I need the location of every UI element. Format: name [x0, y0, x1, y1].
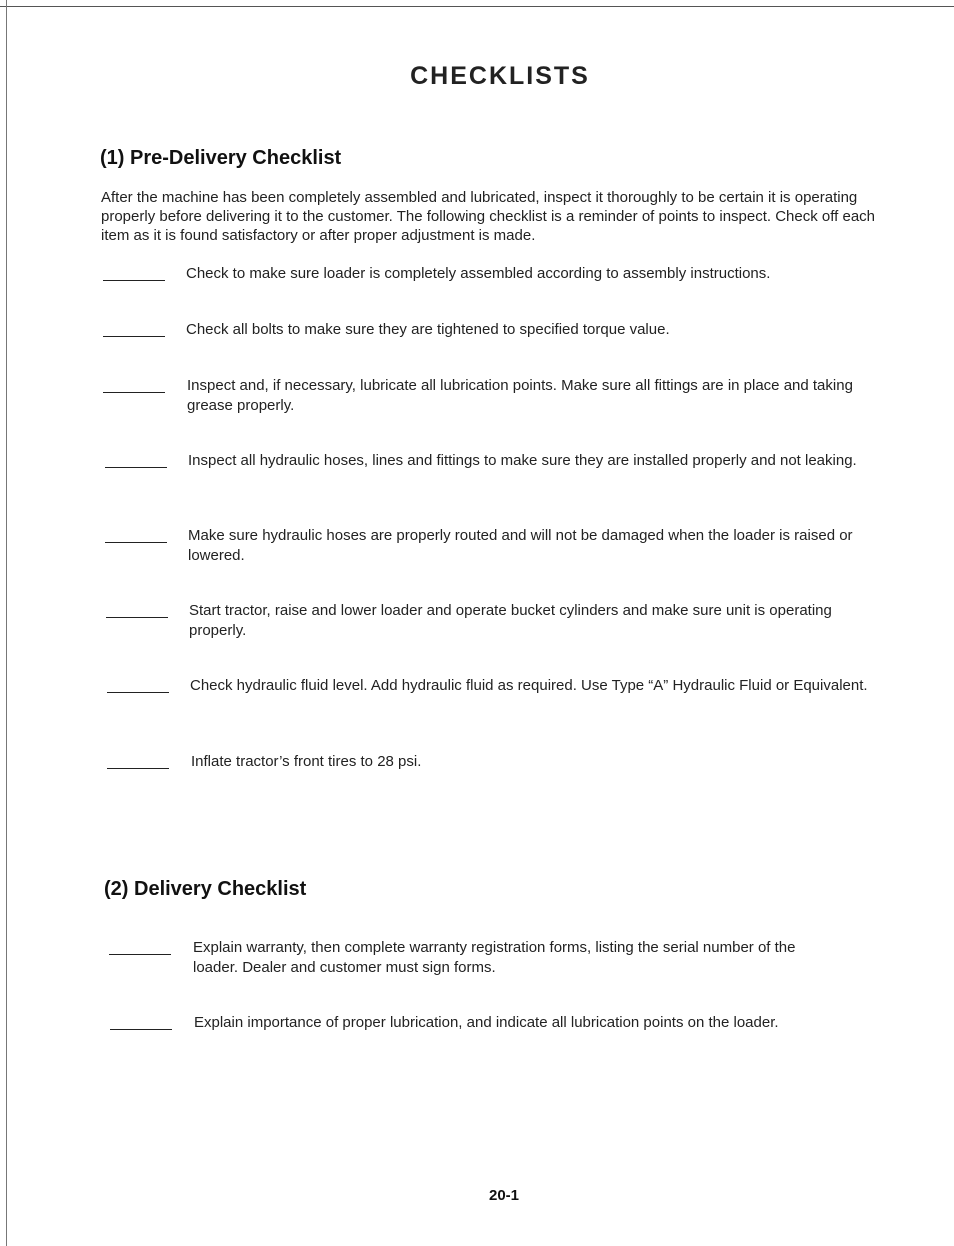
checklist-item-text: Check to make sure loader is completely assembled according to assembly instructions.	[186, 265, 771, 282]
checkbox-blank-line	[107, 692, 169, 693]
page-number: 20-1	[488, 1187, 520, 1204]
checklist-item-text: Inspect all hydraulic hoses, lines and fittings to make sure they are installed properly and not leaking.	[188, 452, 857, 469]
checkbox-blank-line	[103, 336, 165, 337]
left-border-rule	[6, 0, 7, 1246]
checklist-item-text: Check all bolts to make sure they are tightened to specified torque value.	[186, 321, 670, 338]
pre-delivery-intro: After the machine has been completely assembled and lubricated, inspect it thoroughly to be certain it is operating properly before delivering it to the customer. The following checklist is a reminder of points to inspect. Check off each item as it is found satisfactory or after proper adjustment is made.	[101, 189, 876, 244]
checklist-item-text: Check hydraulic fluid level. Add hydraulic fluid as required. Use Type “A” Hydraulic Fluid or Equivalent.	[190, 677, 868, 694]
checklist-item-text: Start tractor, raise and lower loader and operate bucket cylinders and make sure unit is operating properly.	[189, 602, 832, 639]
checkbox-blank-line	[105, 542, 167, 543]
checklist-item-text: Make sure hydraulic hoses are properly routed and will not be damaged when the loader is raised or lowered.	[188, 527, 853, 564]
checkbox-blank-line	[106, 617, 168, 618]
checkbox-blank-line	[107, 768, 169, 769]
checkbox-blank-line	[103, 280, 165, 281]
delivery-heading: (2) Delivery Checklist	[104, 878, 307, 900]
checkbox-blank-line	[110, 1029, 172, 1030]
page-title: CHECKLISTS	[410, 62, 590, 90]
checklist-item-text: Inspect and, if necessary, lubricate all lubrication points. Make sure all fittings are in place and taking grease properly.	[187, 377, 853, 414]
checkbox-blank-line	[105, 467, 167, 468]
checklist-item-text: Explain importance of proper lubrication, and indicate all lubrication points on the loader.	[194, 1014, 779, 1031]
top-border-rule	[0, 6, 954, 7]
checkbox-blank-line	[109, 954, 171, 955]
checklist-item-text: Explain warranty, then complete warranty registration forms, listing the serial number of the loader. Dealer and customer must sign forms.	[193, 939, 796, 976]
checkbox-blank-line	[103, 392, 165, 393]
pre-delivery-heading: (1) Pre-Delivery Checklist	[100, 147, 342, 169]
checklist-item-text: Inflate tractor’s front tires to 28 psi.	[191, 753, 422, 770]
